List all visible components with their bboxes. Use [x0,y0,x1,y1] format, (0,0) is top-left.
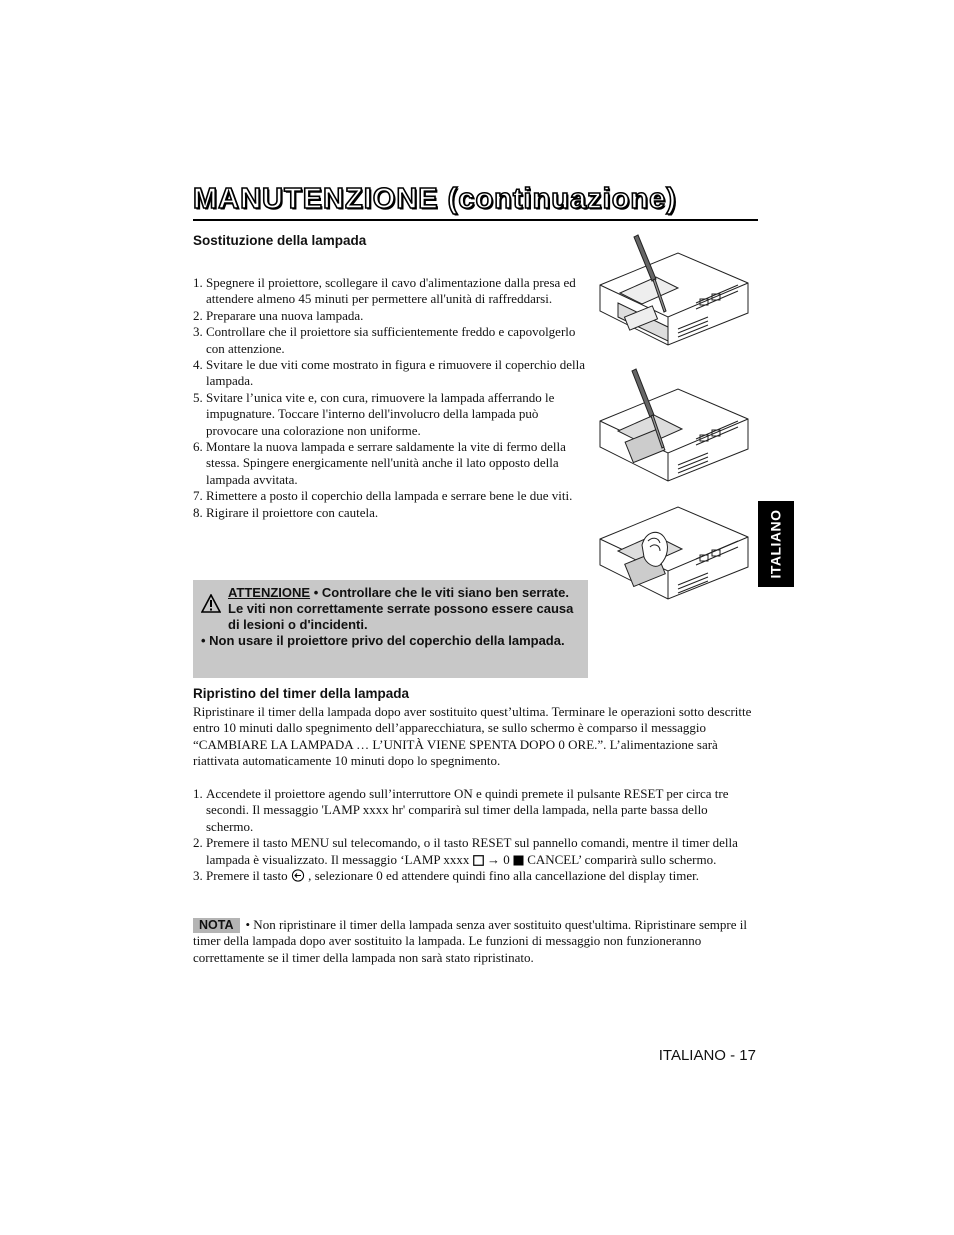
list-item: 1. Spegnere il proiettore, scollegare il cavo d'alimentazione dalla presa ed attendere almeno 45 minuti per permettere all'unità di raffreddarsi. [193,275,576,307]
list-item: 2. Premere il tasto MENU sul telecomando, o il tasto RESET sul pannello comandi, mentre il timer della lampada è visualizzato. Il messaggio ‘LAMP xxxx → 0 CANCEL’ comparirà sullo schermo. [193,835,738,867]
timer-reset-intro: Ripristinare il timer della lampada dopo aver sostituito quest’ultima. Terminare le operazioni sotto descritte entro 10 minuti dallo spegnimento dell’apparecchiatura, se sullo schermo è comparso il messaggio “CAMBIARE LA LAMPADA … L’UNITÀ VIENE SPENTA DOPO 0 ORE.”. L’alimentazione sarà riattivata automaticamente 10 minuti dopo lo spegnimento. [193,704,752,769]
title-underline [193,219,758,221]
caution-text-2: • Non usare il proiettore privo del coperchio della lampada. [201,633,565,648]
timer-reset-steps [193,786,758,884]
list-item: 8. Rigirare il proiettore con cautela. [193,504,379,520]
projector-lamp-removal-illustration [598,501,752,619]
lamp-replacement-steps [193,275,591,521]
warning-triangle-icon [201,594,221,613]
page-title: MANUTENZIONE (continuazione) [193,183,677,215]
list-item: 1. Accendete il proiettore agendo sull’interruttore ON e quindi premete il pulsante RESET per circa tre secondi. Il messaggio 'LAMP xxxx hr' comparirà sul timer della lampada, nella parte bassa dello schermo. [193,786,729,834]
list-item: 2. Preparare una nuova lampada. [193,307,364,323]
page-number: ITALIANO - 17 [658,1047,756,1064]
list-item: 5. Svitare l’unica vite e, con cura, rimuovere la lampada afferrando le impugnature. Toccare l'interno dell'involucro della lampada può provocare una colorazione non uniforme. [193,389,555,438]
filled-square-icon [513,855,524,866]
section-heading-lamp-timer-reset: Ripristino del timer della lampada [193,686,410,701]
arrow-button-icon [291,869,305,882]
caution-box [193,580,588,678]
list-item: 4. Svitare le due viti come mostrato in figura e rimuovere il coperchio della lampada. [193,357,586,389]
list-item: 7. Rimettere a posto il coperchio della lampada e serrare bene le due viti. [193,488,573,504]
caution-text-1: ATTENZIONE • Controllare che le viti siano ben serrate. Le viti non correttamente serrate possono essere causa di lesioni o d'incidenti. [228,585,574,632]
projector-lamp-screw-illustration [598,367,752,499]
language-side-tab: ITALIANO [758,501,794,587]
list-item: 3. Controllare che il proiettore sia sufficientemente freddo e capovolgerlo con attenzione. [193,324,576,356]
caution-label: ATTENZIONE [228,585,311,600]
section-heading-lamp-replacement: Sostituzione della lampada [193,233,367,248]
list-item: 3. Premere il tasto , selezionare 0 ed attendere quindi fino alla cancellazione del display timer. [193,868,700,884]
list-item: 6. Montare la nuova lampada e serrare saldamente la vite di fermo della stessa. Spingere energicamente nell'unità anche il lato opposto della lampada avvitata. [193,439,566,487]
empty-square-icon [473,855,484,866]
note-badge: NOTA [193,918,240,933]
note-paragraph: NOTA • Non ripristinare il timer della lampada senza aver sostituito quest'ultima. Ripristinare sempre il timer della lampada dopo aver sostituito la lampada. Le funzioni di messaggio non funzioneranno correttamente se il timer della lampada non sarà stato ripristinato. [193,917,747,965]
projector-lamp-cover-illustration [598,233,752,363]
